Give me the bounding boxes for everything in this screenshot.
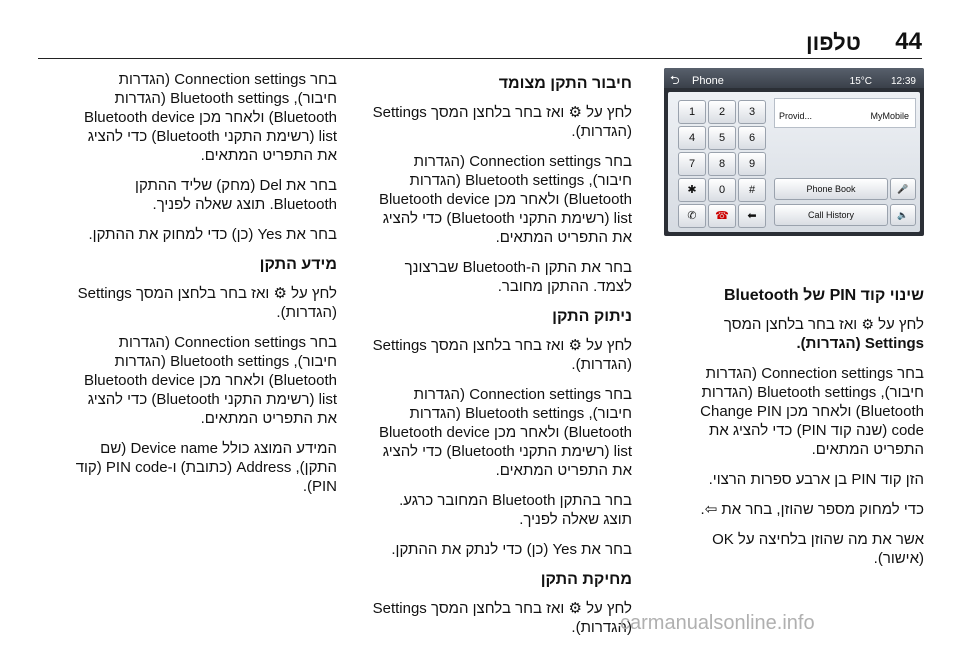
watermark: carmanualsonline.info: [620, 612, 815, 634]
backspace-icon: ⬅: [738, 204, 766, 228]
key-1: 1: [678, 100, 706, 124]
key-6: 6: [738, 126, 766, 150]
phone-book-button: Phone Book: [774, 178, 888, 200]
key-2: 2: [708, 100, 736, 124]
paragraph-left-2: בחר את Del (מחק) שליד ההתקן Bluetooth. תוצג שאלה לפניך.: [135, 177, 337, 213]
paragraph-mid-6: בחר בהתקן Bluetooth המחובר כרגע. תוצג שאלה לפניך.: [399, 492, 632, 528]
paragraph-left-3: בחר את Yes (כן) כדי למחוק את ההתקן.: [88, 226, 337, 243]
key-star: ✱: [678, 178, 706, 202]
heading-change-pin: שינוי קוד PIN של Bluetooth: [723, 287, 924, 304]
paragraph-mid-2: בחר Connection settings (הגדרות חיבור), Bluetooth settings (הגדרות Bluetooth) ולאחר מכן Bluetooth device list (רשימת התקני Bluetooth) כדי להציג את התפריט המתאים.: [378, 153, 632, 246]
paragraph-mid-7: בחר את Yes (כן) כדי לנתק את ההתקן.: [391, 541, 632, 558]
screen-temperature: 15°C: [849, 76, 872, 87]
paragraph-select-change-pin: בחר Connection settings (הגדרות חיבור), Bluetooth settings (הגדרות Bluetooth) ולאחר מכן Change PIN code (שנה קוד PIN) כדי להציג את התפריט המתאים.: [700, 365, 924, 458]
screen-title-bar: [664, 68, 924, 88]
heading-connect-paired: חיבור התקן מצומד: [498, 75, 632, 92]
paragraph-mid-1: לחץ על ⚙ ואז בחר בלחצן המסך Settings (הגדרות).: [372, 104, 632, 140]
provider-left: Provid...: [779, 111, 813, 121]
gear-icon: ⚙: [861, 316, 874, 332]
key-7: 7: [678, 152, 706, 176]
key-5: 5: [708, 126, 736, 150]
paragraph-enter-pin: הזן קוד PIN בן ארבע ספרות הרצוי.: [708, 471, 924, 488]
call-history-button: Call History: [774, 204, 888, 226]
paragraph-delete-digit: כדי למחוק מספר שהוזן, בחר את ⇦.: [700, 501, 924, 518]
paragraph-left-1: בחר Connection settings (הגדרות חיבור), Bluetooth settings (הגדרות Bluetooth) ולאחר מכן Bluetooth device list (רשימת התקני Bluetooth) כדי להציג את התפריט המתאים.: [83, 71, 337, 164]
paragraph-mid-3: בחר את התקן ה-Bluetooth שברצונך לצמד. ההתקן מחובר.: [404, 259, 632, 295]
paragraph-open-settings: לחץ על ⚙ ואז בחר בלחצן המסך Settings (הגדרות).: [723, 316, 924, 352]
header-rule: [38, 58, 922, 59]
paragraph-left-5: בחר Connection settings (הגדרות חיבור), Bluetooth settings (הגדרות Bluetooth) ולאחר מכן Bluetooth device list (רשימת התקני Bluetooth) כדי להציג את התפריט המתאים.: [83, 334, 337, 427]
mic-mute-icon: 🎤: [890, 178, 916, 200]
screen-body: [668, 92, 920, 232]
screen-title: Phone: [692, 75, 724, 87]
call-icon: ✆: [678, 204, 706, 228]
phone-screen-illustration: [664, 68, 924, 236]
paragraph-left-6: המידע המוצג כולל Device name (שם התקן), Address (כתובת) ו-PIN code (קוד PIN).: [75, 440, 337, 495]
column-middle: [370, 70, 632, 648]
column-right: [664, 68, 924, 579]
key-4: 4: [678, 126, 706, 150]
heading-disconnect: ניתוק התקן: [552, 308, 632, 325]
page-number: 44: [895, 28, 922, 55]
key-8: 8: [708, 152, 736, 176]
provider-right: MyMobile: [870, 111, 909, 121]
hang-up-icon: ☎: [708, 204, 736, 228]
key-hash: #: [738, 178, 766, 202]
paragraph-mid-8: לחץ על ⚙ ואז בחר בלחצן המסך Settings (הגדרות).: [372, 600, 632, 636]
paragraph-left-4: לחץ על ⚙ ואז בחר בלחצן המסך Settings (הגדרות).: [77, 285, 337, 321]
heading-delete-device: מחיקת התקן: [540, 571, 632, 588]
heading-device-info: מידע התקן: [259, 256, 337, 273]
back-arrow-icon: ⮌: [670, 73, 680, 87]
provider-field: [774, 98, 916, 128]
key-3: 3: [738, 100, 766, 124]
screen-time: 12:39: [890, 76, 916, 87]
key-9: 9: [738, 152, 766, 176]
key-0: 0: [708, 178, 736, 202]
section-title: טלפון: [806, 30, 861, 55]
page-header: [0, 0, 960, 60]
paragraph-mid-5: בחר Connection settings (הגדרות חיבור), Bluetooth settings (הגדרות Bluetooth) ולאחר מכן Bluetooth device list (רשימת התקני Bluetooth) כדי להציג את התפריט המתאים.: [378, 386, 632, 479]
speaker-icon: 🔈: [890, 204, 916, 226]
paragraph-mid-4: לחץ על ⚙ ואז בחר בלחצן המסך Settings (הגדרות).: [372, 337, 632, 373]
column-left: [75, 70, 337, 507]
paragraph-confirm: אשר את מה שהוזן בלחיצה על OK (אישור).: [712, 531, 924, 567]
